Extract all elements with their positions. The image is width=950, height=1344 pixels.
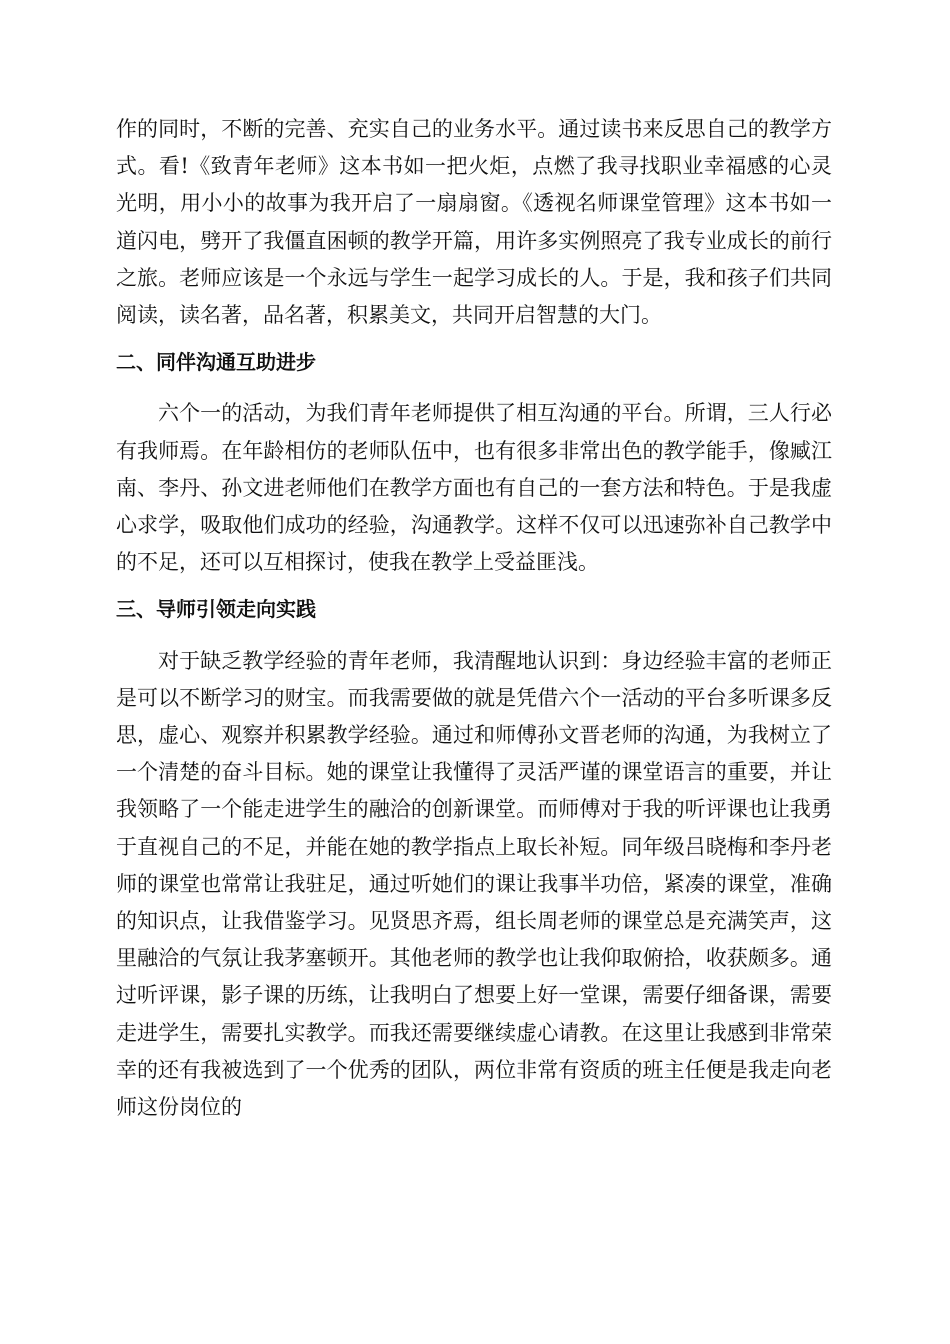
paragraph-reading: 作的同时，不断的完善、充实自己的业务水平。通过读书来反思自己的教学方式。看!《致青年老师》这本书如一把火炬，点燃了我寻找职业幸福感的心灵光明，用小小的故事为我开启了一扇扇窗。《透视名师课堂管理》这本书如一道闪电，劈开了我僵直困顿的教学开篇，用许多实例照亮了我专业成长的前行之旅。老师应该是一个永远与学生一起学习成长的人。于是，我和孩子们共同阅读，读名著，品名著，积累美文，共同开启智慧的大门。 [116,117,832,328]
section-heading-peer-communication: 二、同伴沟通互助进步 [116,350,316,375]
section-heading-mentor-guidance: 三、导师引领走向实践 [116,597,316,622]
paragraph-peer-communication: 六个一的活动，为我们青年老师提供了相互沟通的平台。所谓，三人行必有我师焉。在年龄相仿的老师队伍中，也有很多非常出色的教学能手，像臧江南、李丹、孙文进老师他们在教学方面也有自己的一套方法和特色。于是我虚心求学，吸取他们成功的经验，沟通教学。这样不仅可以迅速弥补自己教学中的不足，还可以互相探讨，使我在教学上受益匪浅。 [116,401,832,575]
paragraph-mentor-guidance: 对于缺乏教学经验的青年老师，我清醒地认识到：身边经验丰富的老师正是可以不断学习的财宝。而我需要做的就是凭借六个一活动的平台多听课多反思，虚心、观察并积累教学经验。通过和师傅孙文晋老师的沟通，为我树立了一个清楚的奋斗目标。她的课堂让我懂得了灵活严谨的课堂语言的重要，并让我领略了一个能走进学生的融洽的创新课堂。而师傅对于我的听评课也让我勇于直视自己的不足，并能在她的教学指点上取长补短。同年级吕晓梅和李丹老师的课堂也常常让我驻足，通过听她们的课让我事半功倍，紧凑的课堂，准确的知识点，让我借鉴学习。见贤思齐焉，组长周老师的课堂总是充满笑声，这里融洽的气氛让我茅塞顿开。其他老师的教学也让我仰取俯拾，收获颇多。通过听评课，影子课的历练，让我明白了想要上好一堂课，需要仔细备课，需要走进学生，需要扎实教学。而我还需要继续虚心请教。在这里让我感到非常荣幸的还有我被选到了一个优秀的团队，两位非常有资质的班主任便是我走向老师这份岗位的 [116,648,832,1120]
document-page [116,111,832,1126]
